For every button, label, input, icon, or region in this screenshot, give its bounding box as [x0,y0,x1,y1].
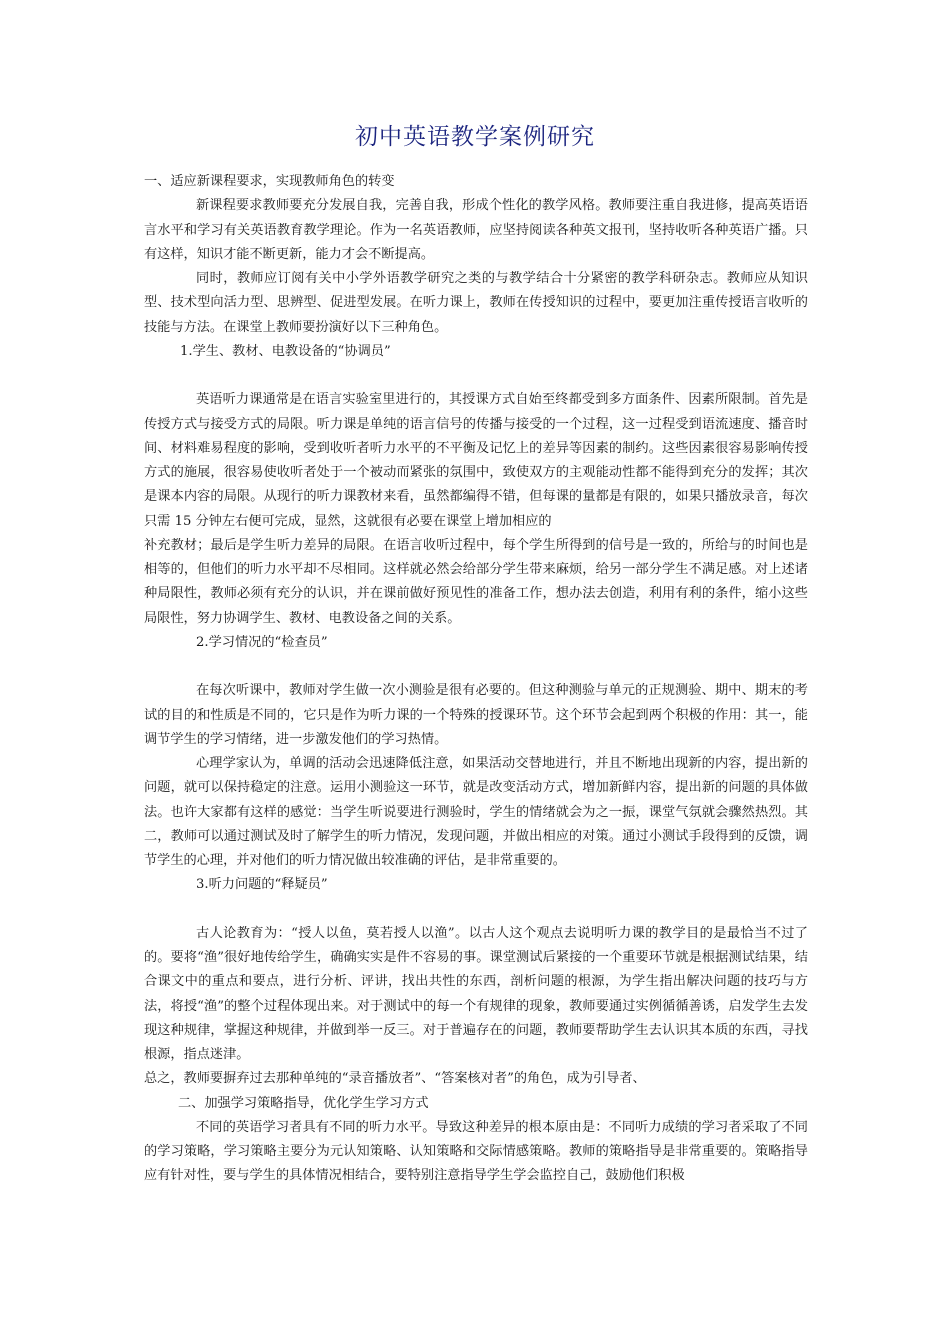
subsection-heading: 2.学习情况的“检查员” [196,634,328,650]
subsection-heading: 1.学生、教材、电教设备的“协调员” [180,343,391,359]
paragraph: 新课程要求教师要充分发展自我，完善自我，形成个性化的教学风格。教师要注重自我进修，提高英语语言水平和学习有关英语教育教学理论。作为一名英语教师，应坚持阅读各种英文报刊，坚持收听各种英语广播。只有这样，知识才能不断更新，能力才会不断提高。 [144,198,808,262]
paragraph: 英语听力课通常是在语言实验室里进行的，其授课方式自始至终都受到多方面条件、因素所限制。首先是传授方式与接受方式的局限。听力课是单纯的语言信号的传播与接受的一个过程，这一过程受到语流速度、播音时间、材料难易程度的影响，受到收听者听力水平的不平衡及记忆上的差异等因素的制约。这些因素很容易影响传授方式的施展，很容易使收听者处于一个被动而紧张的氛围中，致使双方的主观能动性都不能得到充分的发挥；其次是课本内容的局限。从现行的听力课教材来看，虽然都编得不错，但每课的量都是有限的，如果只播放录音，每次只需 15 分钟左右便可完成，显然，这就很有必要在课堂上增加相应的 [144,392,808,529]
paragraph: 在每次听课中，教师对学生做一次小测验是很有必要的。但这种测验与单元的正规测验、期中、期末的考试的目的和性质是不同的，它只是作为听力课的一个特殊的授课环节。这个环节会起到两个积极的作用：其一，能调节学生的学习情绪，进一步激发他们的学习热情。 [144,683,808,747]
blank-line [144,655,808,679]
section-heading: 一、适应新课程要求，实现教师角色的转变 [144,174,395,189]
blank-line [144,898,808,922]
paragraph: 总之，教师要摒弃过去那种单纯的“录音播放者”、“答案核对者”的角色，成为引导者、 [144,1071,646,1087]
paragraph: 同时，教师应订阅有关中小学外语教学研究之类的与教学结合十分紧密的教学科研杂志。教师应从知识型、技术型向活力型、思辨型、促进型发展。在听力课上，教师在传授知识的过程中，要更加注重传授语言收听的技能与方法。在课堂上教师要扮演好以下三种角色。 [144,271,808,335]
document-body [144,170,808,1189]
blank-line [144,364,808,388]
paragraph: 心理学家认为，单调的活动会迅速降低注意，如果活动交替地进行，并且不断地出现新的内容，提出新的问题，就可以保持稳定的注意。运用小测验这一环节，就是改变活动方式，增加新鲜内容，提出新的问题的具体做法。也许大家都有这样的感觉：当学生听说要进行测验时，学生的情绪就会为之一振，课堂气氛就会骤然热烈。其二，教师可以通过测试及时了解学生的听力情况，发现问题，并做出相应的对策。通过小测试手段得到的反馈，调节学生的心理，并对他们的听力情况做出较准确的评估，是非常重要的。 [144,756,808,868]
subsection-heading: 3.听力问题的“释疑员” [196,877,328,893]
paragraph: 不同的英语学习者具有不同的听力水平。导致这种差异的根本原由是：不同听力成绩的学习者采取了不同的学习策略，学习策略主要分为元认知策略、认知策略和交际情感策略。教师的策略指导是非常重要的。策略指导应有针对性，要与学生的具体情况相结合，要特别注意指导学生学会监控自己，鼓励他们积极 [144,1119,808,1184]
paragraph: 补充教材；最后是学生听力差异的局限。在语言收听过程中，每个学生所得到的信号是一致的，所给与的时间也是相等的，但他们的听力水平却不尽相同。这样就必然会给部分学生带来麻烦，给另一部分学生不满足感。对上述诸种局限性，教师必须有充分的认识，并在课前做好预见性的准备工作，想办法去创造，利用有利的条件，缩小这些局限性，努力协调学生、教材、电教设备之间的关系。 [144,537,808,626]
paragraph: 古人论教育为：“授人以鱼，莫若授人以渔”。以古人这个观点去说明听力课的教学目的是最恰当不过了的。要将“渔”很好地传给学生，确确实实是件不容易的事。课堂测试后紧接的一个重要环节就是根据测试结果，结合课文中的重点和要点，进行分析、评讲，找出共性的东西，剖析问题的根源，为学生指出解决问题的技巧与方法，将授“渔”的整个过程体现出来。对于测试中的每一个有规律的现象，教师要通过实例循循善诱，启发学生去发现这种规律，掌握这种规律，并做到举一反三。对于普遍存在的问题，教师要帮助学生去认识其本质的东西，寻找根源，指点迷津。 [144,925,808,1062]
section-heading: 二、加强学习策略指导，优化学生学习方式 [178,1095,429,1111]
document-title: 初中英语教学案例研究 [355,124,595,150]
